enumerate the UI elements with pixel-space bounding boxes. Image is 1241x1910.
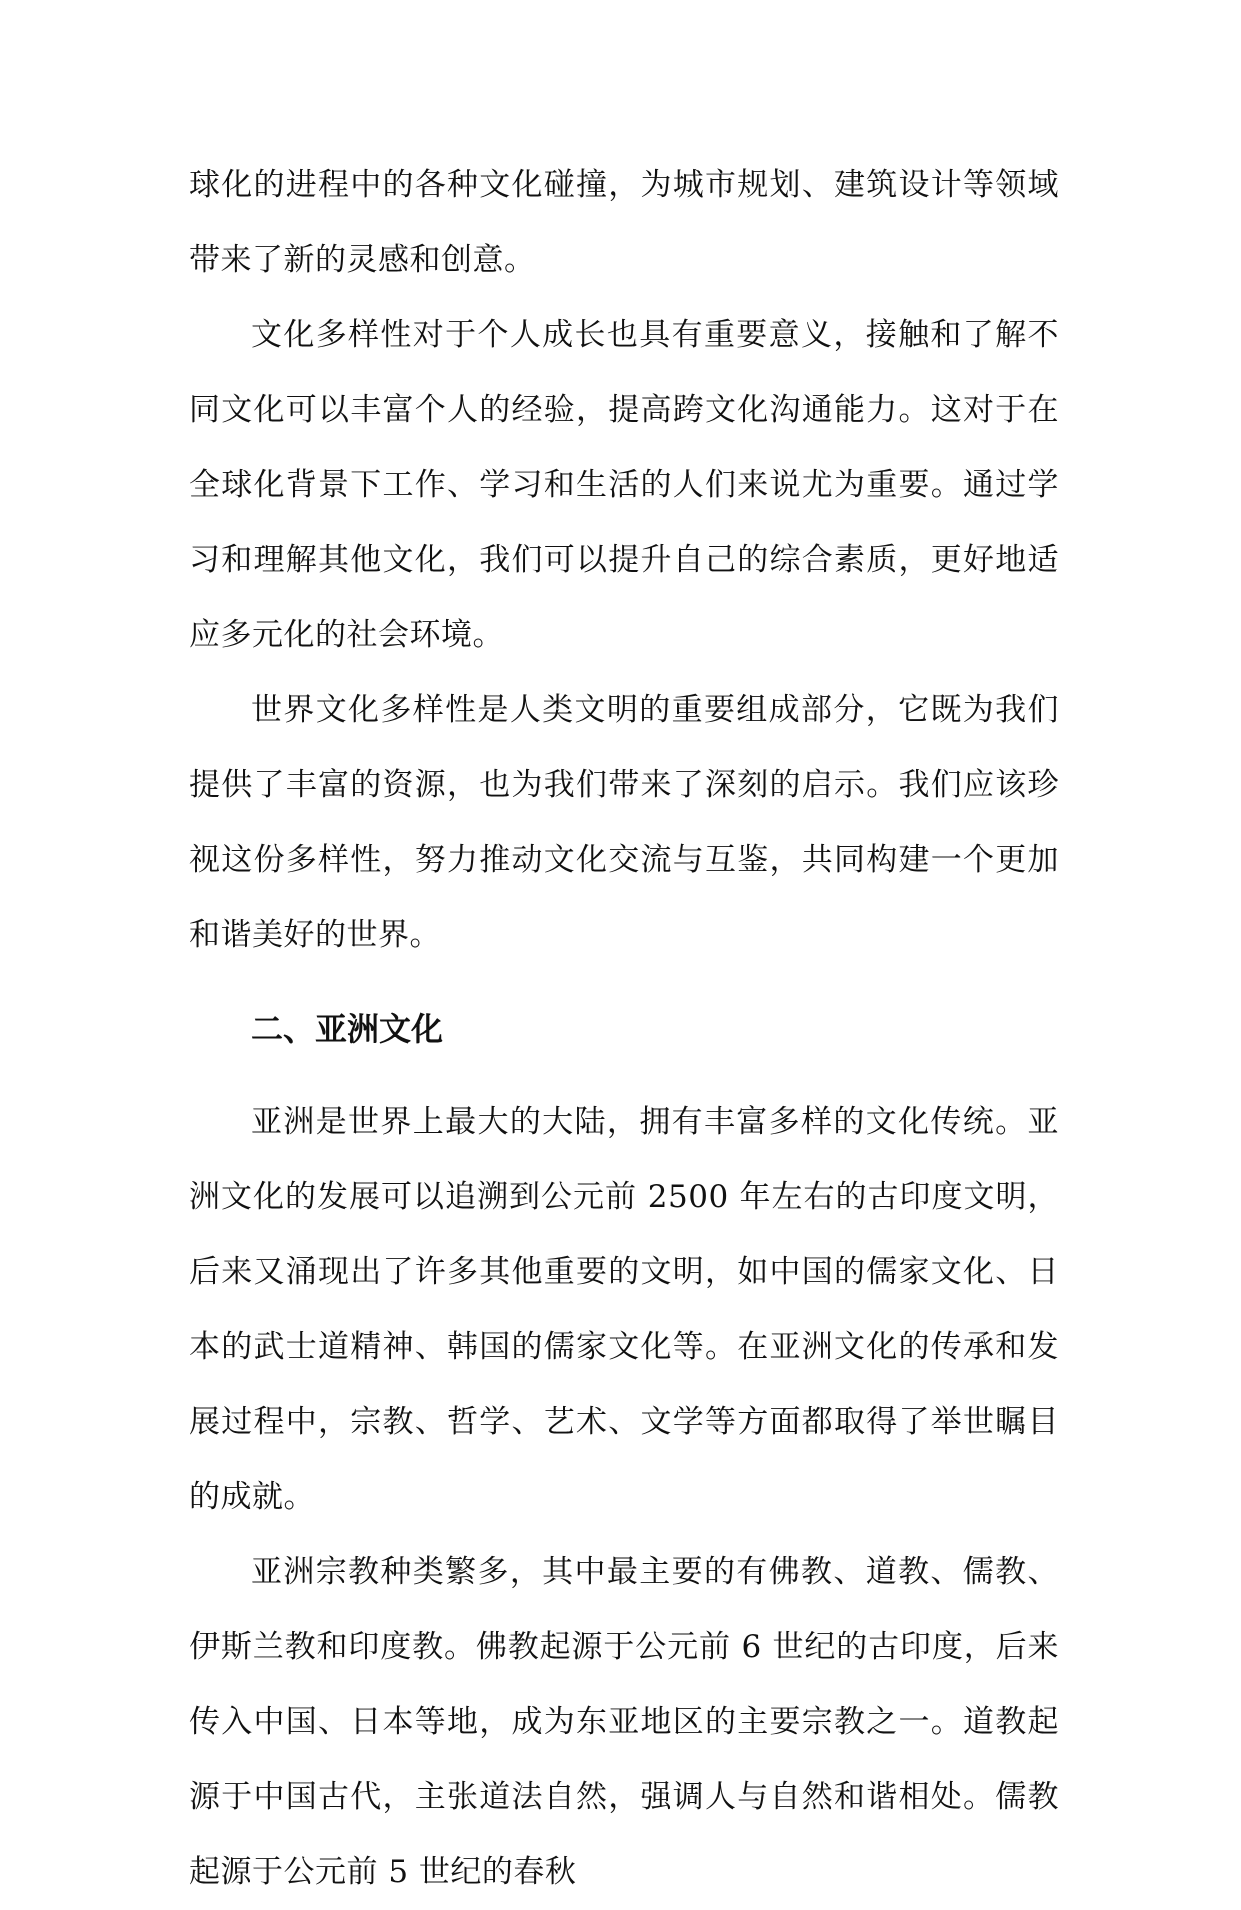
paragraph-asia-religions: 亚洲宗教种类繁多，其中最主要的有佛教、道教、儒教、伊斯兰教和印度教。佛教起源于公元前 6 世纪的古印度，后来传入中国、日本等地，成为东亚地区的主要宗教之一。道教起源于中国古代，主张道法自然，强调人与自然和谐相处。儒教起源于公元前 5 世纪的春秋 [189,1554,1059,1890]
document-body [189,148,1059,1910]
section-heading-asian-culture: 二、亚洲文化 [251,1010,444,1048]
paragraph-asia-overview: 亚洲是世界上最大的大陆，拥有丰富多样的文化传统。亚洲文化的发展可以追溯到公元前 2500 年左右的古印度文明，后来又涌现出了许多其他重要的文明，如中国的儒家文化、日本的武士道精神、韩国的儒家文化等。在亚洲文化的传承和发展过程中，宗教、哲学、艺术、文学等方面都取得了举世瞩目的成就。 [189,1104,1059,1515]
paragraph-world-diversity: 世界文化多样性是人类文明的重要组成部分，它既为我们提供了丰富的资源，也为我们带来了深刻的启示。我们应该珍视这份多样性，努力推动文化交流与互鉴，共同构建一个更加和谐美好的世界。 [189,692,1059,953]
paragraph-personal-growth: 文化多样性对于个人成长也具有重要意义，接触和了解不同文化可以丰富个人的经验，提高跨文化沟通能力。这对于在全球化背景下工作、学习和生活的人们来说尤为重要。通过学习和理解其他文化，我们可以提升自己的综合素质，更好地适应多元化的社会环境。 [189,317,1059,653]
paragraph-continuation: 球化的进程中的各种文化碰撞，为城市规划、建筑设计等领域带来了新的灵感和创意。 [189,167,1059,278]
